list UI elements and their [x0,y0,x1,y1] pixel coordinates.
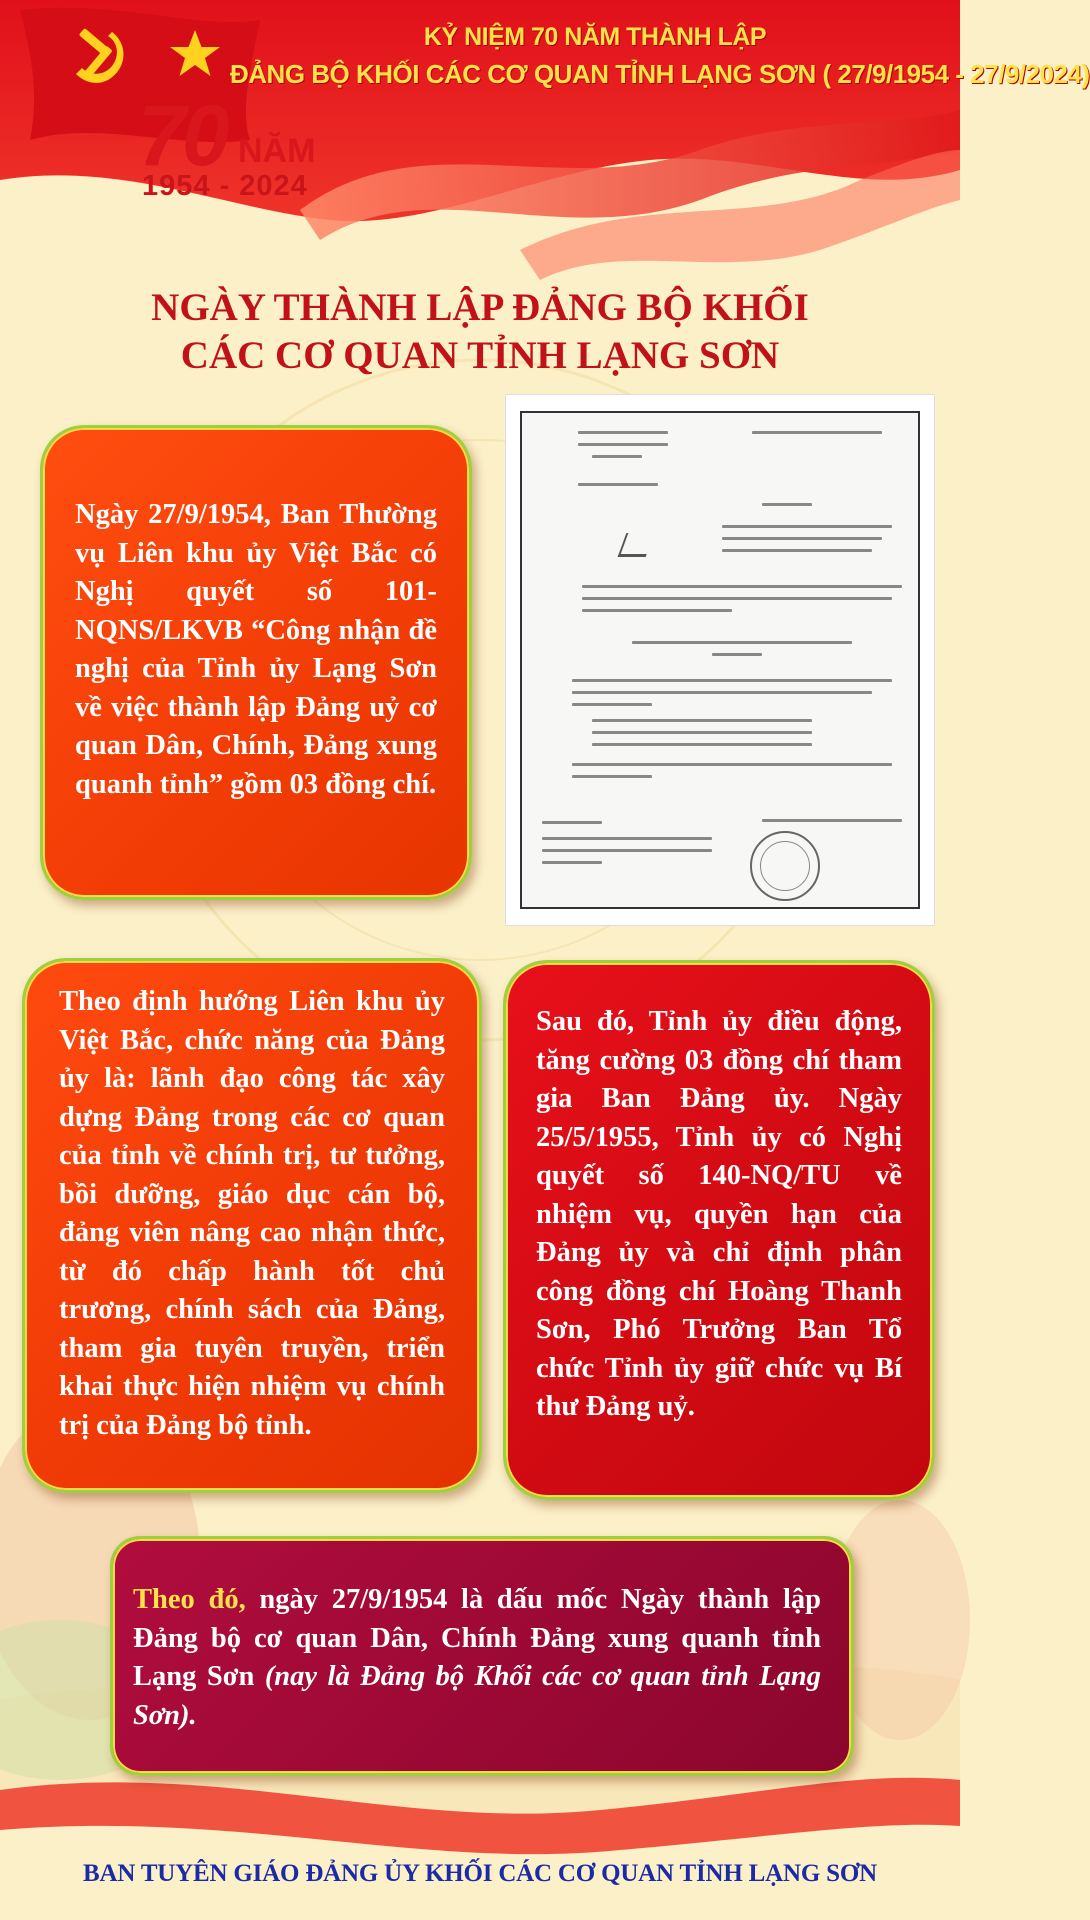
conclusion-lead: Theo đó, [133,1584,246,1615]
anniversary-logo [138,88,316,184]
footer-credit: BAN TUYÊN GIÁO ĐẢNG ỦY KHỐI CÁC CƠ QUAN TỈNH LẠNG SƠN [83,1860,877,1887]
info-box-text: Sau đó, Tỉnh ủy điều động, tăng cường 03 đồng chí tham gia Ban Đảng ủy. Ngày 25/5/1955, Tỉnh ủy có Nghị quyết số 140-NQ/TU về nhiệm vụ, quyền hạn của Đảng ủy và chỉ định phân công đồng chí Hoàng Thanh Sơn, Phó Trưởng Ban Tổ chức Tỉnh ủy giữ chức vụ Bí thư Đảng uỷ. [536,1006,902,1422]
info-box-text: Ngày 27/9/1954, Ban Thường vụ Liên khu ủy Việt Bắc có Nghị quyết số 101-NQNS/LKVB “Công nhận đề nghị của Tỉnh ủy Lạng Sơn về việc thành lập Đảng uỷ cơ quan Dân, Chính, Đảng xung quanh tỉnh” gồm 03 đồng chí. [75,499,437,800]
info-box-party-committee-function [22,958,482,1493]
star-icon [168,28,222,82]
logo-years: 1954 - 2024 [142,170,308,202]
info-box-provincial-assignment [503,960,935,1500]
header-line-2: ĐẢNG BỘ KHỐI CÁC CƠ QUAN TỈNH LẠNG SƠN ( 27/9/1954 - 27/9/2024) [230,59,1090,89]
header-line-1: KỶ NIỆM 70 NĂM THÀNH LẬP [423,23,767,51]
page-title [120,284,840,380]
info-box-conclusion [110,1536,854,1776]
logo-unit: NĂM [238,132,316,170]
hammer-sickle-icon [66,22,136,92]
conclusion-body: ngày 27/9/1954 là dấu mốc Ngày thành lập Đảng bộ cơ quan Dân, Chính Đảng xung quanh tỉnh Lạng Sơn [133,1584,821,1692]
page-title-line-2: CÁC CƠ QUAN TỈNH LẠNG SƠN [180,334,780,377]
document-signature [618,533,655,557]
page-title-line-1: NGÀY THÀNH LẬP ĐẢNG BỘ KHỐI [151,286,809,329]
document-page [520,411,920,909]
resolution-document-image [505,394,935,926]
conclusion-italic: (nay là Đảng bộ Khối các cơ quan tỉnh Lạng Sơn). [133,1661,822,1731]
info-box-founding-resolution [40,425,472,900]
logo-number: 70 [138,88,226,184]
header-title [230,20,1090,94]
info-box-text: Theo định hướng Liên khu ủy Việt Bắc, chức năng của Đảng ủy là: lãnh đạo công tác xây dựng Đảng trong các cơ quan của tỉnh về chính trị, tư tưởng, bồi dưỡng, giáo dục cán bộ, đảng viên nâng cao nhận thức, từ đó chấp hành tốt chủ trương, chính sách của Đảng, tham gia tuyên truyền, triển khai thực hiện nhiệm vụ chính trị của Đảng bộ tỉnh. [59,986,445,1441]
